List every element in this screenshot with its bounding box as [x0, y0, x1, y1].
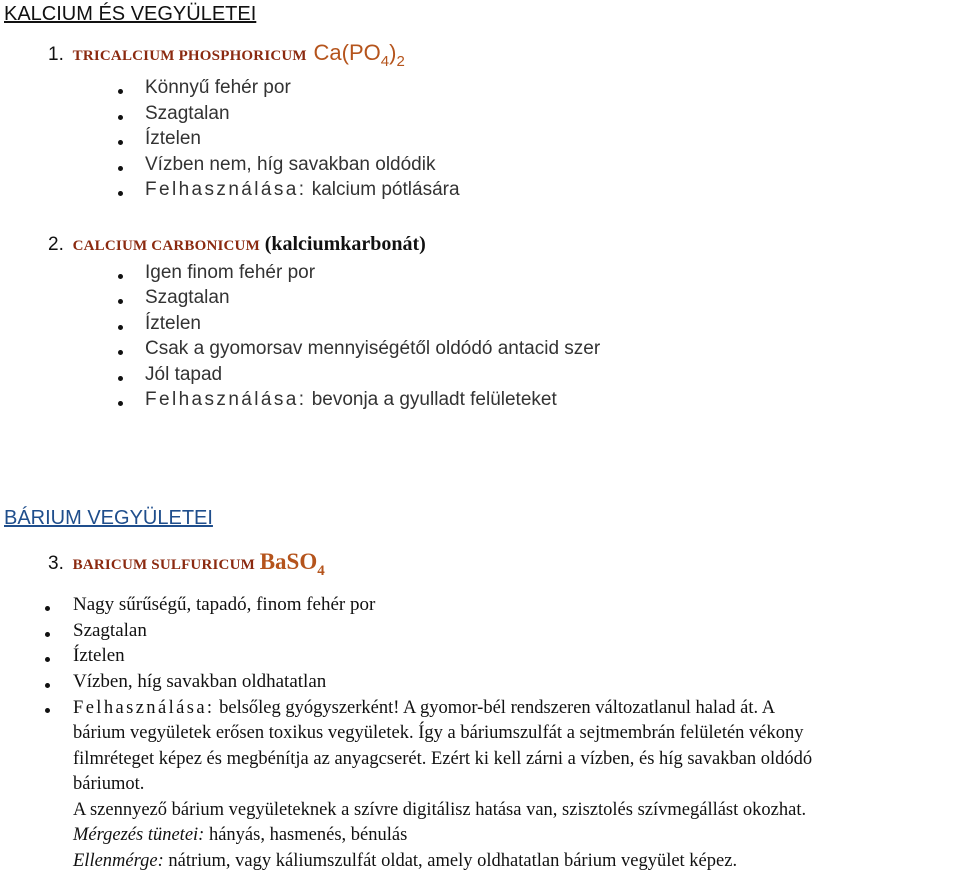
paragraph-line: bárium vegyületek erősen toxikus vegyületek. Így a báriumszulfát a sejtmembrán felületén vékony	[73, 723, 804, 743]
paragraph-line: A szennyező bárium vegyületeknek a szívre digitálisz hatása van, szisztolés szívmegállást okozhat.	[73, 800, 807, 820]
list-item: Nagy sűrűségű, tapadó, finom fehér por	[73, 594, 376, 615]
chemical-formula: $Ca(PO_4)_2$	[313, 40, 405, 70]
usage-text: kalcium pótlására	[311, 179, 460, 200]
paragraph-line: báriumot.	[73, 774, 145, 794]
symptoms-text: hányás, hasmenés, bénulás	[208, 825, 408, 845]
list-item: Íztelen	[73, 645, 125, 666]
antidote-text: nátrium, vagy káliumszulfát oldat, amely oldhatatlan bárium vegyület képez.	[168, 851, 738, 871]
usage-label: Felhasználása:	[145, 179, 307, 200]
bullet-icon	[45, 708, 50, 713]
list-item: Csak a gyomorsav mennyiségétől oldódó antacid szer	[145, 338, 601, 359]
list-item: Könnyű fehér por	[145, 77, 291, 98]
item-3-title	[48, 549, 325, 580]
item-number: 1.	[48, 44, 64, 65]
list-item: Szagtalan	[145, 103, 230, 124]
list-item: Igen finom fehér por	[145, 262, 316, 283]
paragraph-line: filmréteget képez és megbénítja az anyagcserét. Ezért ki kell zárni a vízben, és híg savakban oldódó	[73, 749, 813, 769]
compound-name: BARICUM SULFURICUM	[72, 557, 255, 573]
section-heading-barium: BÁRIUM VEGYÜLETEI	[4, 507, 213, 529]
usage-line	[145, 389, 557, 411]
bullet-icon	[45, 657, 50, 662]
bullet-icon	[45, 683, 50, 688]
list-item: Íztelen	[145, 313, 201, 334]
usage-line	[73, 696, 775, 722]
usage-text: bevonja a gyulladt felületeket	[311, 389, 557, 410]
bullet-icon	[118, 166, 123, 171]
bullet-icon	[118, 274, 123, 279]
list-item: Íztelen	[145, 128, 201, 149]
item-number: 2.	[48, 234, 64, 255]
chemical-formula: BaSO$_4$	[259, 549, 325, 579]
usage-line	[145, 179, 460, 201]
bullet-icon	[118, 401, 123, 406]
bullet-icon	[118, 115, 123, 120]
list-item: Vízben, híg savakban oldhatatlan	[73, 671, 327, 692]
bullet-icon	[118, 191, 123, 196]
section-heading-calcium: KALCIUM ÉS VEGYÜLETEI	[4, 3, 257, 25]
symptoms-label: Mérgezés tünetei:	[73, 825, 205, 845]
bullet-icon	[118, 350, 123, 355]
antidote-line	[73, 849, 737, 875]
usage-text: belsőleg gyógyszerként! A gyomor-bél rendszeren változatlanul halad át. A	[219, 698, 776, 718]
compound-name: TRICALCIUM PHOSPHORICUM	[72, 48, 307, 64]
symptoms-line	[73, 823, 407, 849]
bullet-icon	[45, 632, 50, 637]
usage-label: Felhasználása:	[145, 389, 307, 410]
list-item: Szagtalan	[73, 620, 147, 641]
item-number: 3.	[48, 553, 64, 574]
list-item: Jól tapad	[145, 364, 223, 385]
compound-common-name: (kalciumkarbonát)	[264, 233, 426, 255]
bullet-icon	[45, 606, 50, 611]
item-1-title	[48, 40, 405, 70]
compound-name: CALCIUM CARBONICUM	[72, 238, 260, 254]
list-item: Vízben nem, híg savakban oldódik	[145, 154, 436, 175]
bullet-icon	[118, 140, 123, 145]
antidote-label: Ellenmérge:	[73, 851, 164, 871]
list-item: Szagtalan	[145, 287, 230, 308]
item-2-title	[48, 233, 426, 256]
bullet-icon	[118, 89, 123, 94]
usage-label: Felhasználása:	[73, 698, 215, 718]
bullet-icon	[118, 376, 123, 381]
bullet-icon	[118, 299, 123, 304]
bullet-icon	[118, 325, 123, 330]
